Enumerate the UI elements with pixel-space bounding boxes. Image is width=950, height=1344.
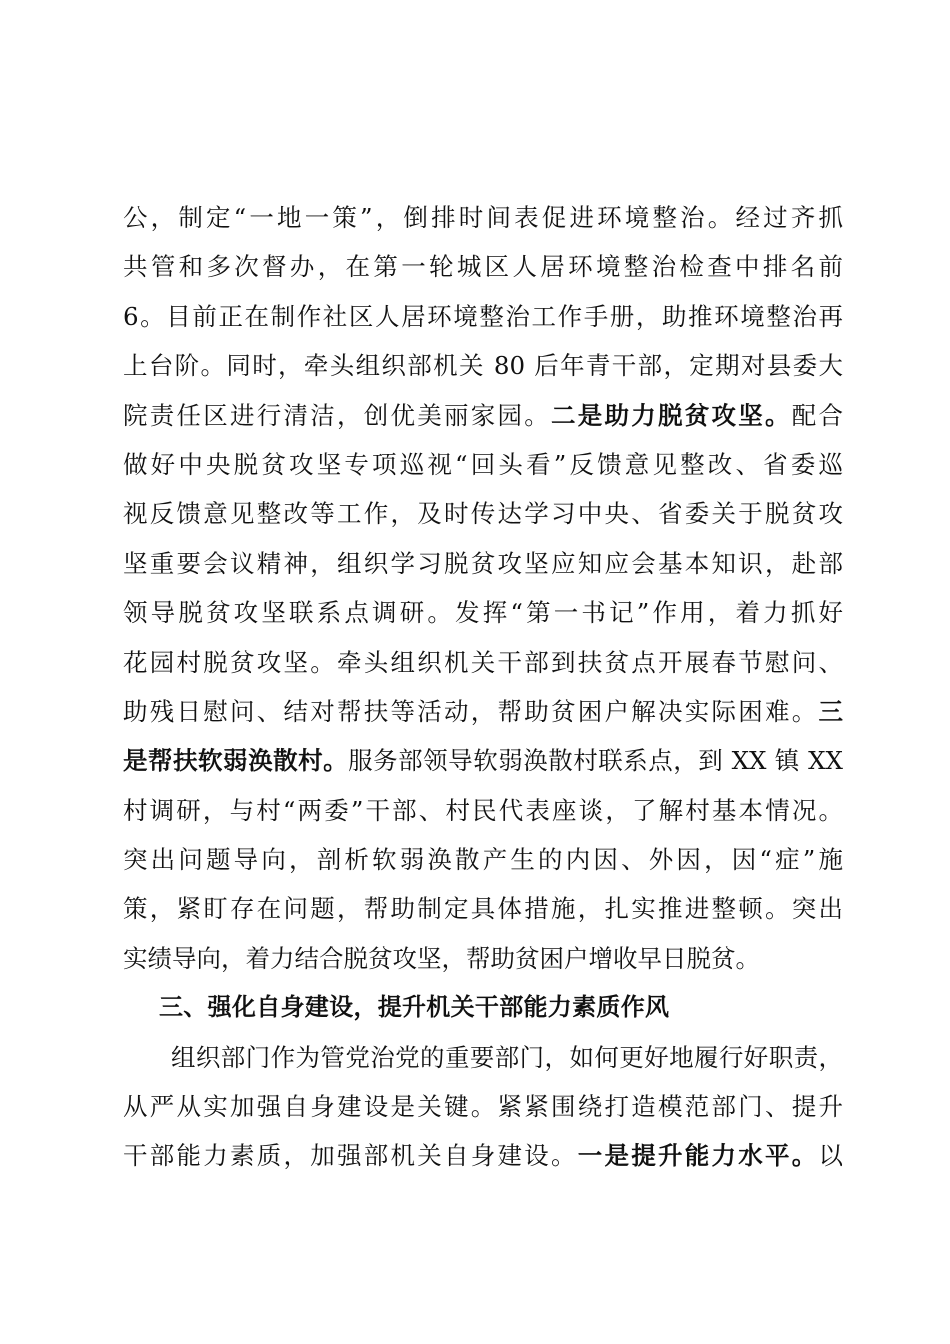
bold-lead-phrase: 是帮扶软弱涣散村。 <box>123 746 349 776</box>
text-line <box>123 1082 843 1131</box>
text-line <box>123 391 843 440</box>
text-segment: 上台阶。同时，牵头组织部机关 80 后年青干部，定期对县委大 <box>123 351 843 381</box>
text-segment: 策，紧盯存在问题，帮助制定具体措施，扎实推进整顿。突出 <box>123 894 843 924</box>
text-segment: 做好中央脱贫攻坚专项巡视“回头看”反馈意见整改、省委巡 <box>123 449 843 479</box>
text-line <box>123 341 843 390</box>
text-line <box>123 1033 843 1082</box>
text-segment: 共管和多次督办，在第一轮城区人居环境整治检查中排名前 <box>123 252 843 282</box>
text-line <box>123 539 843 588</box>
text-line <box>123 292 843 341</box>
bold-lead-phrase: 二是助力脱贫攻坚。 <box>551 400 792 430</box>
text-line <box>123 440 843 489</box>
text-line <box>123 242 843 291</box>
text-line <box>123 489 843 538</box>
text-segment: 助残日慰问、结对帮扶等活动，帮助贫困户解决实际困难。 <box>123 696 819 726</box>
text-segment: 村调研，与村“两委”干部、村民代表座谈，了解村基本情况。 <box>123 795 843 825</box>
text-segment: 从严从实加强自身建设是关键。紧紧围绕打造模范部门、提升 <box>123 1092 843 1122</box>
text-line <box>123 588 843 637</box>
text-line <box>123 1131 843 1180</box>
text-segment: 组织部门作为管党治党的重要部门，如何更好地履行好职责， <box>171 1042 843 1072</box>
text-segment: 领导脱贫攻坚联系点调研。发挥“第一书记”作用，着力抓好 <box>123 598 843 628</box>
bold-lead-phrase: 一是提升能力水平。 <box>577 1141 819 1171</box>
text-line <box>123 786 843 835</box>
text-segment: 坚重要会议精神，组织学习脱贫攻坚应知应会基本知识，赴部 <box>123 548 843 578</box>
text-segment: 三、强化自身建设，提升机关干部能力素质作风 <box>159 993 670 1022</box>
text-line <box>123 736 843 785</box>
text-line <box>123 193 843 242</box>
body-text <box>123 193 843 1181</box>
text-segment: 6。目前正在制作社区人居环境整治工作手册，助推环境整治再 <box>123 301 843 331</box>
text-segment: 实绩导向，着力结合脱贫攻坚，帮助贫困户增收早日脱贫。 <box>123 943 760 973</box>
text-segment: 院责任区进行清洁，创优美丽家园。 <box>123 400 551 430</box>
text-segment: 干部能力素质，加强部机关自身建设。 <box>123 1141 578 1171</box>
text-line <box>123 687 843 736</box>
text-segment: 公，制定“一地一策”，倒排时间表促进环境整治。经过齐抓 <box>123 203 843 232</box>
text-segment: 服务部领导软弱涣散村联系点，到 XX 镇 XX <box>348 746 843 776</box>
text-line <box>123 835 843 884</box>
text-segment: 视反馈意见整改等工作，及时传达学习中央、省委关于脱贫攻 <box>123 499 843 529</box>
text-segment: 配合 <box>791 400 843 430</box>
text-segment: 花园村脱贫攻坚。牵头组织机关干部到扶贫点开展春节慰问、 <box>123 647 843 677</box>
section-heading <box>123 983 843 1032</box>
text-segment: 以 <box>818 1141 843 1171</box>
text-line <box>123 934 843 983</box>
text-segment: 突出问题导向，剖析软弱涣散产生的内因、外因，因“症”施 <box>123 845 843 875</box>
text-line <box>123 638 843 687</box>
text-line <box>123 884 843 933</box>
bold-lead-phrase: 三 <box>818 696 843 726</box>
